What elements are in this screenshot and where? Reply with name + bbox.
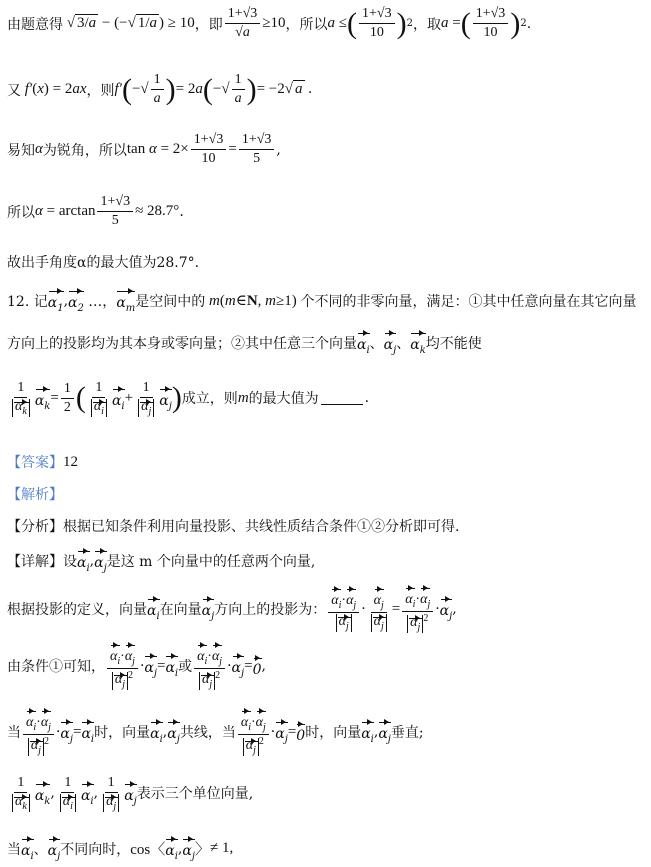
text: 当 — [7, 725, 21, 742]
text: 又 — [7, 82, 21, 99]
text: 易知 — [7, 142, 35, 159]
text: 或 — [178, 659, 193, 676]
line-1: 由题意得 √ 3/a − (−√ 1/a ) ≥ 10 ，即 $\frac{1+√3}{√a}$ ≥10 ，所以 a ≤ ( $\frac{1+√3}{10}$ ) 2 ，取 a = ( $\frac{1+√3}{10}$ ) 2 . — [7, 6, 532, 40]
text: 由条件①可知， — [7, 659, 105, 676]
fraction: $\frac{1+√3}{√a}$ — [225, 6, 261, 41]
text: 是这 m 个向量中的任意两个向量, — [106, 553, 316, 570]
text: 均不能使 — [425, 335, 482, 352]
answer-tag: 【答案】 — [7, 455, 63, 471]
q12-line-2: 方向上的投影均为其本身或零向量；②其中任意三个向量 $\alpha_i$ 、 $\alpha_j$ 、 $\alpha_k$ 均不能使 — [7, 330, 482, 356]
text: 个不同的非零向量，满足：①其中任意向量在其它向量 — [300, 293, 637, 310]
text: 由题意得 — [7, 16, 63, 33]
text: ，即 — [194, 16, 223, 33]
text: 方向上的投影均为其本身或零向量；②其中任意三个向量 — [7, 335, 357, 352]
unit-line: $\frac{1}{\alpha_k}$ $\alpha_k$ , $\frac{1}{\alpha_i}$ $\alpha_i$ , $\frac{1}{\alpha_j}$ $\alpha_j$ 表示三个单位向量, — [7, 775, 253, 812]
text: 时，向量 — [305, 725, 362, 742]
text: 所以 — [7, 204, 35, 221]
text: 故出手角度α的最大值为28.7°. — [7, 255, 200, 271]
answer-line — [7, 452, 78, 472]
text: 的最大值为 — [248, 391, 319, 408]
text: ≠ 1, — [209, 840, 234, 857]
text: ，所以 — [285, 16, 328, 33]
line-5 — [7, 252, 199, 272]
answer-blank — [321, 392, 363, 405]
text: 表示三个单位向量, — [136, 786, 254, 803]
text: 【分析】根据已知条件利用向量投影、共线性质结合条件①②分析即可得. — [7, 519, 460, 535]
text: 成立，则 — [181, 391, 238, 408]
text: 当 — [7, 841, 21, 858]
text: 垂直; — [390, 725, 424, 742]
line-3: 易知 α 为锐角，所以 tan α = 2× $\frac{1+√3}{10}$ = $\frac{1+√3}{5}$ , — [7, 132, 281, 166]
text: ，取 — [413, 16, 441, 33]
text: 不同向时， — [60, 841, 131, 858]
when-line: 当 $\frac{\alpha_i\cdot\alpha_j}{\alpha_j^2}$ · $\alpha_j$ = $\alpha_i$ 时，向量 $\alpha_i$ , $\alpha_j$ 共线，当 $\frac{\alpha_i\cdot\alpha_j}{\alpha_j^2}$ · $\alpha_j$ = 0 时，向量 $\alpha_i$ , $\alpha_j$ 垂直; — [7, 708, 424, 756]
text: 时，向量 — [94, 725, 151, 742]
text: 方向上的投影为： — [214, 602, 327, 619]
value: ≈ 28.7° — [135, 203, 180, 219]
text: ，则 — [86, 82, 115, 99]
answer-value: 12 — [63, 453, 78, 470]
text: 12. 记 — [7, 293, 48, 310]
text: 【详解】设 — [7, 553, 77, 570]
fenxi-line — [7, 516, 459, 536]
cond1-line: 由条件①可知， $\frac{\alpha_i\cdot\alpha_j}{\alpha_j^2}$ · $\alpha_j$ = $\alpha_i$ 或 $\frac{\alpha_i\cdot\alpha_j}{\alpha_j^2}$ · $\alpha_j$ = 0 , — [7, 642, 266, 690]
proj-line: 根据投影的定义，向量 $\alpha_i$ 在向量 $\alpha_j$ 方向上的投影为： $\frac{\alpha_i\cdot\alpha_j}{\alpha_j}$ · $\frac{\alpha_j}{\alpha_j}$ = $\frac{\alpha_i\cdot\alpha_j}{\alpha_j^2}$ · $\alpha_j$ , — [7, 585, 457, 633]
line-4: 所以 α = arctan $\frac{1+√3}{5}$ ≈ 28.7° . — [7, 194, 184, 228]
line-2: 又 f′(x) = 2ax ，则 f′ ( −√ $\frac{1}{a}$ ) = 2a ( −√ $\frac{1}{a}$ ) = −2√ a . — [7, 72, 312, 106]
formula: √ 3/a − (−√ 1/a ) ≥ 10 — [63, 15, 195, 31]
last-line: 当 $\alpha_i$ 、 $\alpha_j$ 不同向时， cos〈 $\alpha_i$ , $\alpha_j$ 〉 ≠ 1, — [7, 836, 233, 862]
text: 在向量 — [159, 602, 202, 619]
analysis-tag: 【解析】 — [7, 487, 63, 503]
text: 根据投影的定义，向量 — [7, 602, 147, 619]
q12-line-3: $\frac{1}{\alpha_k}$ $\alpha_k$ = $\frac{1}{2}$ ( $\frac{1}{\alpha_i}$ $\alpha_i$ + $\frac{1}{\alpha_j}$ $\alpha_j$ ) 成立，则 m 的最大值为 . — [7, 380, 369, 417]
q12-line-1: 12. 记 $\alpha_1$ , $\alpha_2$ …， $\alpha_m$ 是空间中的 m(m∈N, m≥1) 个不同的非零向量，满足：①其中任意向量在其它向量 — [7, 288, 636, 314]
text: 为锐角，所以 — [42, 142, 127, 159]
analysis-line — [7, 484, 63, 504]
text: 共线，当 — [179, 725, 236, 742]
detail-line: 【详解】设 $\alpha_i$ , $\alpha_j$ 是这 m 个向量中的任意两个向量, — [7, 548, 315, 574]
